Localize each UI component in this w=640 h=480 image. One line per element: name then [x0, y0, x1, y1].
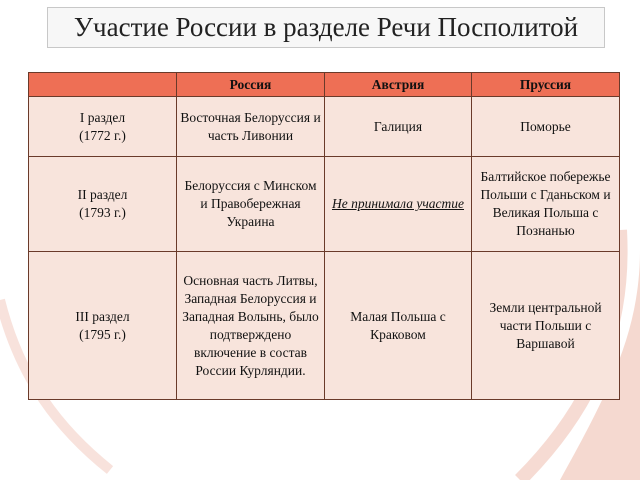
russia-cell: Восточная Белоруссия и часть Ливонии: [177, 97, 325, 157]
partition-cell: [29, 252, 177, 400]
prussia-cell: Земли центральной части Польши с Варшавой: [472, 252, 620, 400]
header-russia: Россия: [177, 73, 325, 97]
austria-note: Не принимала участие: [331, 196, 465, 211]
header-prussia: Пруссия: [472, 73, 620, 97]
prussia-cell: Поморье: [472, 97, 620, 157]
partition-year: (1772 г.): [79, 127, 126, 143]
table-row: [29, 97, 620, 157]
partition-cell: [29, 157, 177, 252]
table-row: [29, 157, 620, 252]
partition-cell: [29, 97, 177, 157]
partition-year: (1793 г.): [79, 205, 126, 220]
partition-label: I раздел: [79, 109, 126, 125]
header-austria: Австрия: [325, 73, 472, 97]
table-row: [29, 252, 620, 400]
russia-cell: Белоруссия с Минском и Правобережная Украина: [177, 157, 325, 252]
russia-cell: Основная часть Литвы, Западная Белоруссия и Западная Волынь, было подтверждено включение в состав России Курляндии.: [177, 252, 325, 400]
table-header-row: [29, 73, 620, 97]
austria-cell: Галиция: [325, 97, 472, 157]
partition-table: [28, 72, 620, 400]
prussia-cell: Балтийское побережье Польши с Гданьском и Великая Польша с Познанью: [472, 157, 620, 252]
austria-cell: Малая Польша с Краковом: [325, 252, 472, 400]
page-title: Участие России в разделе Речи Посполитой: [47, 7, 605, 48]
austria-cell: [325, 157, 472, 252]
header-empty: [29, 73, 177, 97]
partition-label: III раздел: [75, 308, 130, 324]
partition-label: II раздел: [77, 187, 128, 202]
partition-year: (1795 г.): [79, 326, 126, 342]
